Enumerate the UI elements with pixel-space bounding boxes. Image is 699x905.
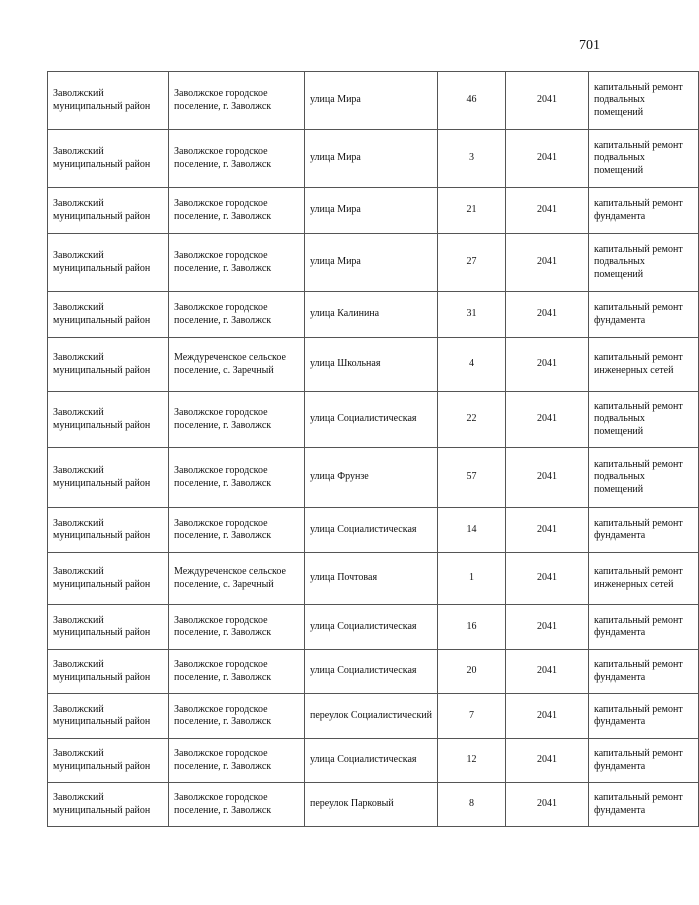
district-cell: Заволжский муниципальный район	[48, 188, 169, 234]
settlement-cell: Заволжское городское поселение, г. Заволжск	[169, 650, 305, 694]
table-row	[48, 188, 699, 234]
district-cell: Заволжский муниципальный район	[48, 392, 169, 448]
work-type-cell: капитальный ремонт инженерных сетей	[589, 553, 699, 605]
district-cell: Заволжский муниципальный район	[48, 650, 169, 694]
street-cell: улица Социалистическая	[305, 392, 438, 448]
settlement-cell: Заволжское городское поселение, г. Заволжск	[169, 292, 305, 338]
work-type-cell: капитальный ремонт фундамента	[589, 292, 699, 338]
year-cell: 2041	[506, 72, 589, 130]
district-cell: Заволжский муниципальный район	[48, 508, 169, 553]
year-cell: 2041	[506, 292, 589, 338]
table-row	[48, 392, 699, 448]
year-cell: 2041	[506, 448, 589, 508]
table-row	[48, 130, 699, 188]
table-row	[48, 783, 699, 827]
district-cell: Заволжский муниципальный район	[48, 783, 169, 827]
work-type-cell: капитальный ремонт подвальных помещений	[589, 448, 699, 508]
work-type-cell: капитальный ремонт подвальных помещений	[589, 234, 699, 292]
house-number-cell: 3	[438, 130, 506, 188]
settlement-cell: Заволжское городское поселение, г. Заволжск	[169, 508, 305, 553]
year-cell: 2041	[506, 338, 589, 392]
year-cell: 2041	[506, 392, 589, 448]
year-cell: 2041	[506, 650, 589, 694]
year-cell: 2041	[506, 188, 589, 234]
house-number-cell: 1	[438, 553, 506, 605]
table-row	[48, 292, 699, 338]
street-cell: улица Социалистическая	[305, 605, 438, 650]
work-type-cell: капитальный ремонт фундамента	[589, 650, 699, 694]
house-number-cell: 4	[438, 338, 506, 392]
settlement-cell: Заволжское городское поселение, г. Заволжск	[169, 694, 305, 739]
year-cell: 2041	[506, 130, 589, 188]
street-cell: улица Мира	[305, 130, 438, 188]
house-number-cell: 16	[438, 605, 506, 650]
house-number-cell: 46	[438, 72, 506, 130]
repair-schedule-table	[47, 71, 699, 827]
street-cell: переулок Социалистический	[305, 694, 438, 739]
settlement-cell: Заволжское городское поселение, г. Заволжск	[169, 783, 305, 827]
table-row	[48, 508, 699, 553]
work-type-cell: капитальный ремонт инженерных сетей	[589, 338, 699, 392]
table-row	[48, 650, 699, 694]
year-cell: 2041	[506, 783, 589, 827]
table-row	[48, 234, 699, 292]
settlement-cell: Междуреченское сельское поселение, с. Заречный	[169, 553, 305, 605]
street-cell: улица Школьная	[305, 338, 438, 392]
house-number-cell: 20	[438, 650, 506, 694]
table-row	[48, 605, 699, 650]
district-cell: Заволжский муниципальный район	[48, 448, 169, 508]
settlement-cell: Заволжское городское поселение, г. Заволжск	[169, 188, 305, 234]
district-cell: Заволжский муниципальный район	[48, 739, 169, 783]
settlement-cell: Заволжское городское поселение, г. Заволжск	[169, 130, 305, 188]
district-cell: Заволжский муниципальный район	[48, 553, 169, 605]
settlement-cell: Заволжское городское поселение, г. Заволжск	[169, 605, 305, 650]
district-cell: Заволжский муниципальный район	[48, 292, 169, 338]
settlement-cell: Заволжское городское поселение, г. Заволжск	[169, 392, 305, 448]
work-type-cell: капитальный ремонт подвальных помещений	[589, 392, 699, 448]
house-number-cell: 14	[438, 508, 506, 553]
district-cell: Заволжский муниципальный район	[48, 130, 169, 188]
house-number-cell: 12	[438, 739, 506, 783]
table-row	[48, 338, 699, 392]
table-row	[48, 739, 699, 783]
street-cell: улица Социалистическая	[305, 739, 438, 783]
year-cell: 2041	[506, 739, 589, 783]
settlement-cell: Заволжское городское поселение, г. Заволжск	[169, 72, 305, 130]
street-cell: переулок Парковый	[305, 783, 438, 827]
district-cell: Заволжский муниципальный район	[48, 694, 169, 739]
work-type-cell: капитальный ремонт подвальных помещений	[589, 72, 699, 130]
work-type-cell: капитальный ремонт фундамента	[589, 188, 699, 234]
year-cell: 2041	[506, 553, 589, 605]
settlement-cell: Заволжское городское поселение, г. Заволжск	[169, 234, 305, 292]
district-cell: Заволжский муниципальный район	[48, 72, 169, 130]
table-row	[48, 72, 699, 130]
street-cell: улица Почтовая	[305, 553, 438, 605]
house-number-cell: 31	[438, 292, 506, 338]
street-cell: улица Мира	[305, 188, 438, 234]
work-type-cell: капитальный ремонт фундамента	[589, 783, 699, 827]
street-cell: улица Фрунзе	[305, 448, 438, 508]
house-number-cell: 22	[438, 392, 506, 448]
street-cell: улица Мира	[305, 72, 438, 130]
settlement-cell: Заволжское городское поселение, г. Заволжск	[169, 448, 305, 508]
work-type-cell: капитальный ремонт подвальных помещений	[589, 130, 699, 188]
district-cell: Заволжский муниципальный район	[48, 338, 169, 392]
settlement-cell: Заволжское городское поселение, г. Заволжск	[169, 739, 305, 783]
house-number-cell: 57	[438, 448, 506, 508]
table-row	[48, 694, 699, 739]
work-type-cell: капитальный ремонт фундамента	[589, 508, 699, 553]
street-cell: улица Социалистическая	[305, 650, 438, 694]
street-cell: улица Мира	[305, 234, 438, 292]
house-number-cell: 8	[438, 783, 506, 827]
year-cell: 2041	[506, 605, 589, 650]
district-cell: Заволжский муниципальный район	[48, 605, 169, 650]
year-cell: 2041	[506, 508, 589, 553]
house-number-cell: 21	[438, 188, 506, 234]
district-cell: Заволжский муниципальный район	[48, 234, 169, 292]
work-type-cell: капитальный ремонт фундамента	[589, 739, 699, 783]
table-row	[48, 553, 699, 605]
year-cell: 2041	[506, 694, 589, 739]
settlement-cell: Междуреченское сельское поселение, с. Заречный	[169, 338, 305, 392]
street-cell: улица Калинина	[305, 292, 438, 338]
street-cell: улица Социалистическая	[305, 508, 438, 553]
page-number: 701	[579, 38, 600, 53]
house-number-cell: 7	[438, 694, 506, 739]
table-row	[48, 448, 699, 508]
year-cell: 2041	[506, 234, 589, 292]
work-type-cell: капитальный ремонт фундамента	[589, 605, 699, 650]
work-type-cell: капитальный ремонт фундамента	[589, 694, 699, 739]
house-number-cell: 27	[438, 234, 506, 292]
